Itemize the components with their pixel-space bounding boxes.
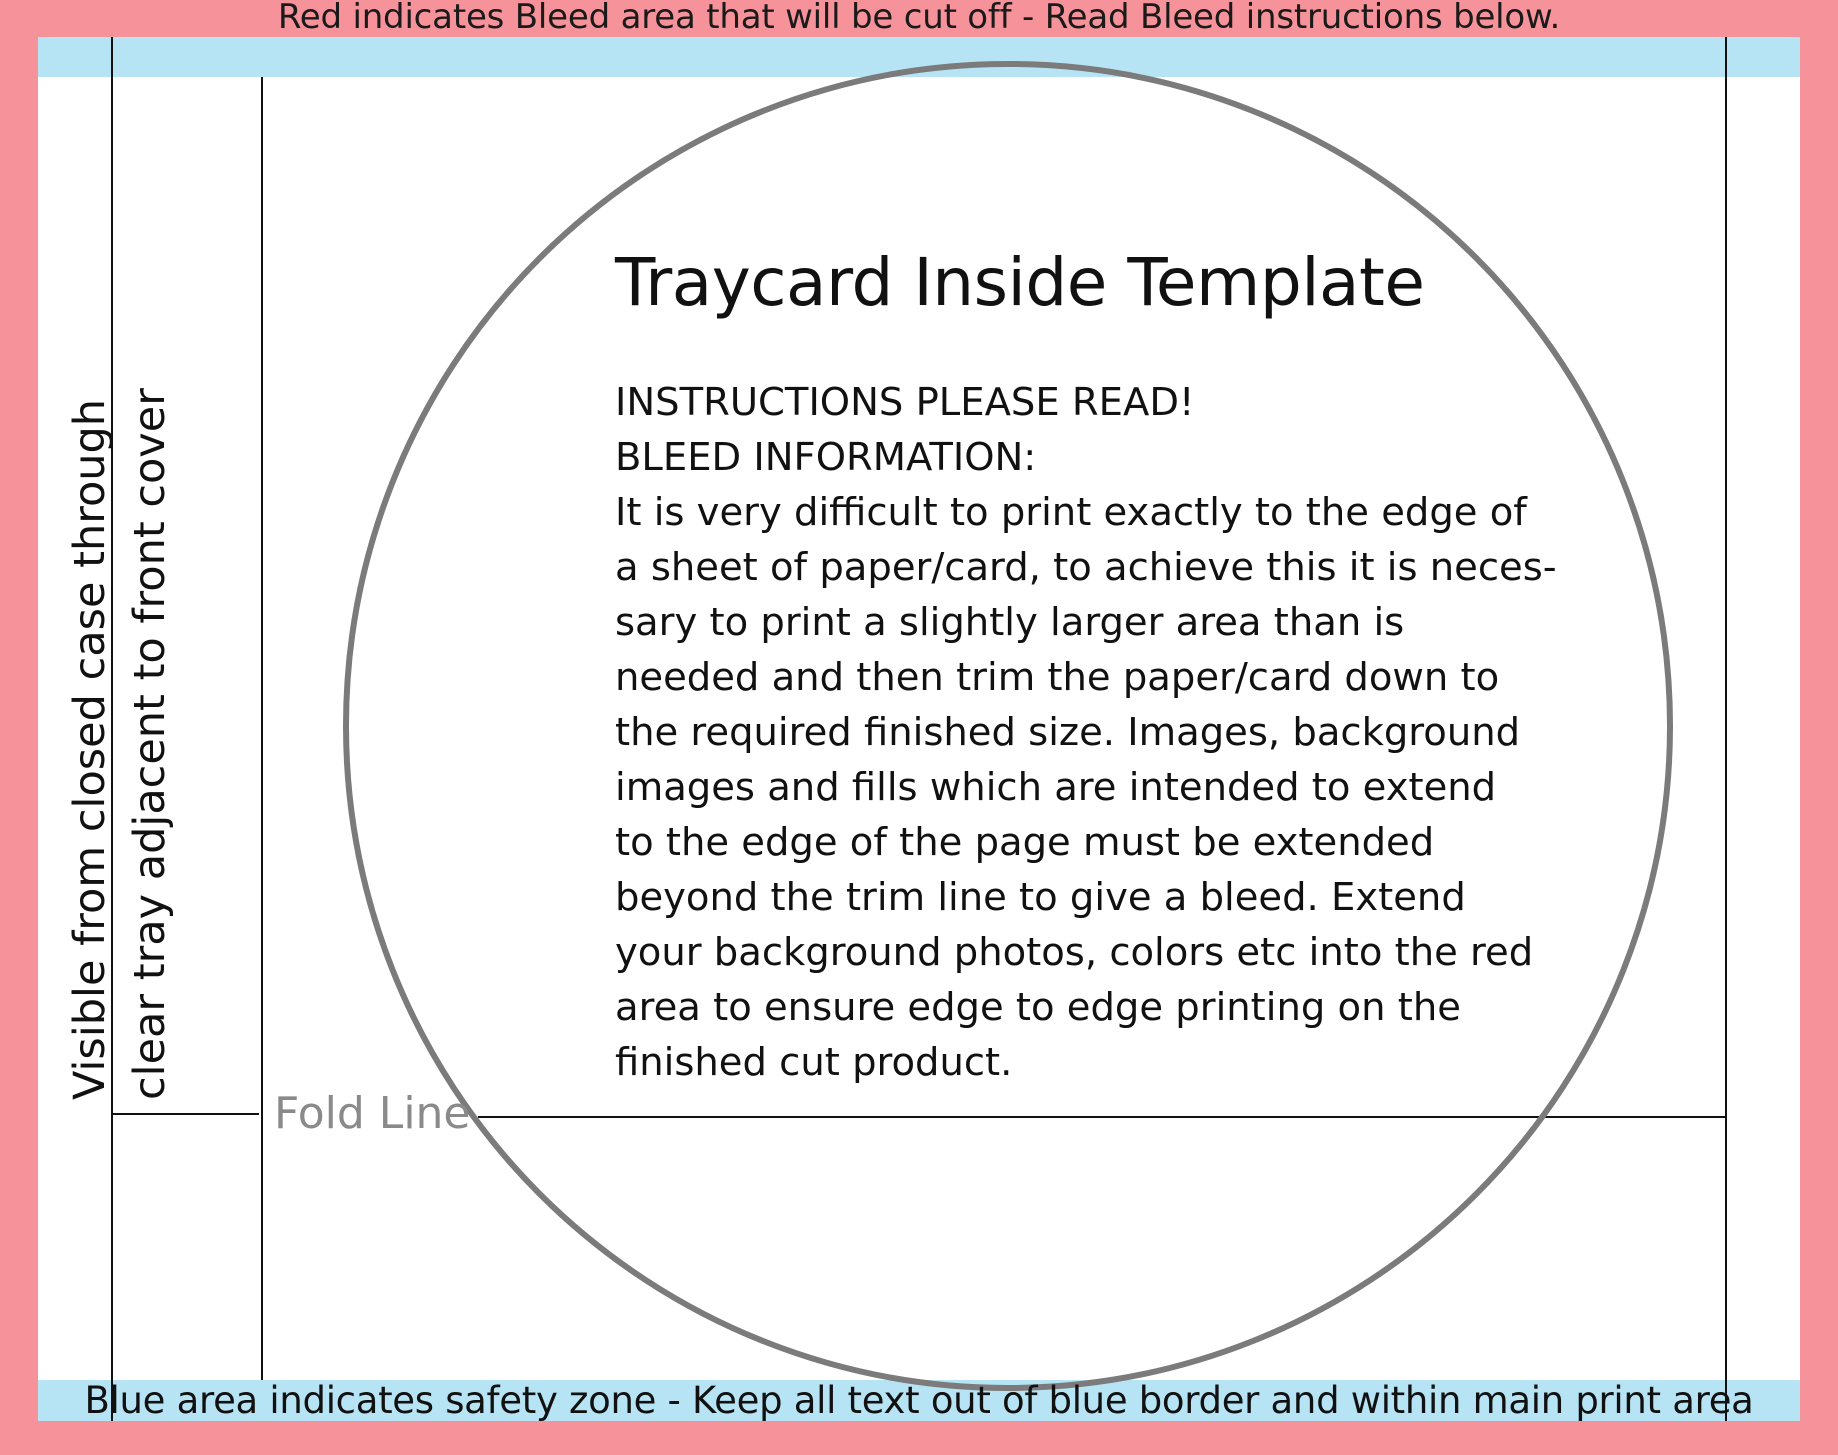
instructions-heading: INSTRUCTIONS PLEASE READ! — [615, 380, 1195, 425]
template-title: Traycard Inside Template — [615, 244, 1425, 321]
safety-zone-label: Blue area indicates safety zone - Keep all text out of blue border and within main print area — [84, 1379, 1754, 1422]
instruction-line: to the edge of the page must be extended — [615, 820, 1435, 865]
instruction-line: sary to print a slightly larger area than is — [615, 600, 1405, 645]
bleed-area-label: Red indicates Bleed area that will be cut off - Read Bleed instructions below. — [277, 0, 1561, 37]
instruction-line: It is very difficult to print exactly to the edge of — [615, 490, 1527, 535]
instruction-line: the required finished size. Images, background — [615, 710, 1521, 755]
side-note-line-1: Visible from closed case through — [65, 398, 115, 1100]
instruction-line: area to ensure edge to edge printing on the — [615, 985, 1461, 1030]
fold-line-segment-left — [111, 1113, 259, 1115]
fold-line-label: Fold Line — [274, 1088, 471, 1139]
instruction-line: finished cut product. — [615, 1040, 1013, 1085]
inner-spine-line — [261, 77, 263, 1380]
bleed-instructions — [615, 375, 1595, 1090]
instruction-line: your background photos, colors etc into the red — [615, 930, 1534, 975]
side-note-line-2: clear tray adjacent to front cover — [125, 388, 175, 1100]
instruction-line: beyond the trim line to give a bleed. Extend — [615, 875, 1466, 920]
bleed-info-heading: BLEED INFORMATION: — [615, 435, 1037, 480]
instruction-line: needed and then trim the paper/card down to — [615, 655, 1500, 700]
spine-side-note — [60, 340, 180, 1100]
right-edge-line — [1725, 37, 1727, 1421]
instruction-line: a sheet of paper/card, to achieve this it is neces- — [615, 545, 1557, 590]
instruction-line: images and fills which are intended to extend — [615, 765, 1497, 810]
